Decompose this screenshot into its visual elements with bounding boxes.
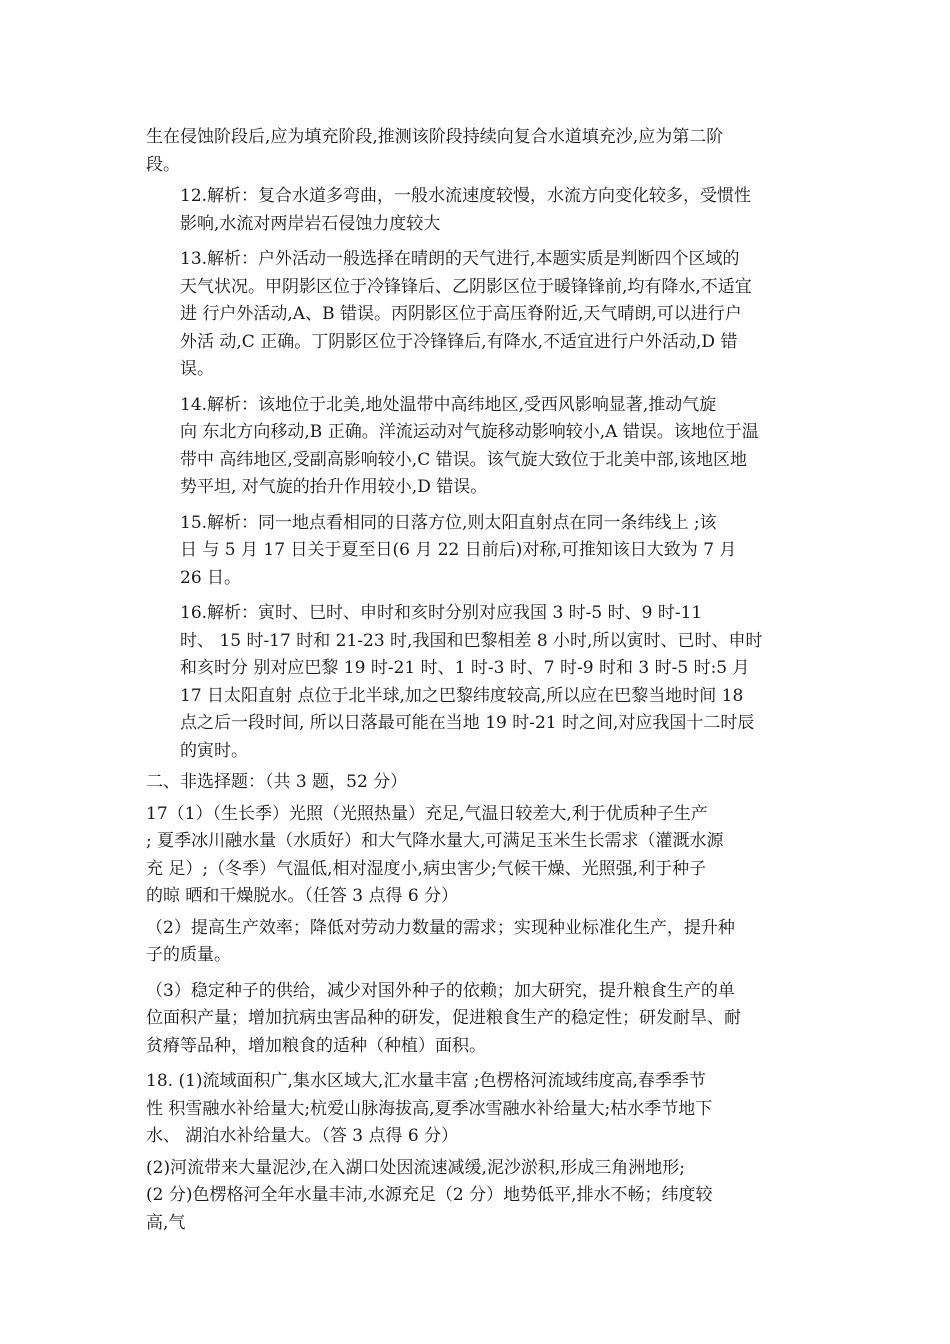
answer-18-part-1 xyxy=(146,1068,810,1151)
section-heading-non-choice xyxy=(146,769,810,797)
text-line: (2)河流带来大量泥沙,在入湖口处因流速减缓,泥沙淤积,形成三角洲地形; xyxy=(146,1157,686,1178)
text-line: 势平坦, 对气旋的抬升作用较小,D 错误。 xyxy=(180,477,488,497)
answer-18-part-2-continued xyxy=(146,1182,810,1237)
text-line: ; 夏季冰川融水量（水质好）和大气降水量大,可满足玉米生长需求（灌溉水源 xyxy=(146,831,724,851)
text-line: （3）稳定种子的供给，减少对国外种子的依赖；加大研究，提升粮食生产的单 xyxy=(146,980,735,1001)
text-line: 的寅时。 xyxy=(180,740,248,761)
text-line: 16.解析：寅时、巳时、申时和亥时分别对应我国 3 时-5 时、9 时-11 xyxy=(180,603,703,623)
text-line: 17（1）（生长季）光照（光照热量）充足,气温日较差大,利于优质种子生产 xyxy=(146,803,708,824)
answer-17-part-1 xyxy=(146,801,810,911)
text-line: 误。 xyxy=(180,359,214,379)
text-line: 位面积产量；增加抗病虫害品种的研发，促进粮食生产的稳定性；研发耐旱、耐 xyxy=(146,1008,741,1028)
text-line: 性 积雪融水补给量大;杭爱山脉海拔高,夏季冰雪融水补给量大;枯水季节地下 xyxy=(146,1098,713,1119)
text-line: 外活 动,C 正确。丁阴影区位于冷锋锋后,有降水,不适宜进行户外活动,D 错 xyxy=(180,331,738,352)
text-line: 带中 高纬地区,受副高影响较小,C 错误。该气旋大致位于北美中部,该地区地 xyxy=(180,449,748,470)
text-line: 水、 湖泊水补给量大。（答 3 点得 6 分） xyxy=(146,1126,459,1146)
text-line: 12.解析：复合水道多弯曲，一般水流速度较慢，水流方向变化较多，受惯性 xyxy=(180,186,752,206)
text-line: 进 行户外活动,A、B 错误。丙阴影区位于高压脊附近,天气晴朗,可以进行户 xyxy=(180,304,742,324)
document-body xyxy=(146,124,810,1237)
text-line: 向 东北方向移动,B 正确。洋流运动对气旋移动影响较小,A 错误。该地位于温 xyxy=(180,422,759,442)
text-line: 子的质量。 xyxy=(146,945,231,965)
text-line: 和亥时分 别对应巴黎 19 时-21 时、1 时-3 时、7 时-9 时和 3 时-5 时:5 月 xyxy=(180,658,750,678)
text-line: 18. (1)流域面积广,集水区域大,汇水量丰富 ;色楞格河流域纬度高,春季季节 xyxy=(146,1071,706,1091)
answer-15 xyxy=(146,510,810,593)
text-line: 贫瘠等品种，增加粮食的适种（种植）面积。 xyxy=(146,1035,486,1056)
answer-16 xyxy=(146,600,810,765)
text-line: 充 足）;（冬季）气温低,相对湿度小,病虫害少;气候干燥、光照强,利于种子 xyxy=(146,858,707,879)
text-line: 影响,水流对两岸岩石侵蚀力度较大 xyxy=(180,213,441,234)
answer-14 xyxy=(146,392,810,502)
text-line: 14.解析：该地位于北美,地处温带中高纬地区,受西风影响显著,推动气旋 xyxy=(180,394,717,415)
text-line: 15.解析：同一地点看相同的日落方位,则太阳直射点在同一条纬线上 ;该 xyxy=(180,512,717,533)
section-heading: 二、非选择题：（共 3 题，52 分） xyxy=(146,772,408,792)
text-line: 日 与 5 月 17 日关于夏至日(6 月 22 日前后)对称,可推知该日大致为 7 月 xyxy=(180,540,737,560)
paragraph-11-continued xyxy=(146,124,810,179)
text-line: 段。 xyxy=(146,154,180,175)
answer-17-part-2 xyxy=(146,915,810,970)
text-line: 天气状况。甲阴影区位于冷锋锋后、乙阴影区位于暖锋锋前,均有降水,不适宜 xyxy=(180,276,752,297)
text-line: 13.解析：户外活动一般选择在晴朗的天气进行,本题实质是判断四个区域的 xyxy=(180,249,740,269)
text-line: 高,气 xyxy=(146,1212,186,1233)
text-line: 点之后一段时间, 所以日落最可能在当地 19 时-21 时之间,对应我国十二时辰 xyxy=(180,713,755,733)
text-line: 的晾 晒和干燥脱水。（任答 3 点得 6 分） xyxy=(146,886,459,906)
answer-17-part-3 xyxy=(146,978,810,1061)
answer-13 xyxy=(146,246,810,384)
text-line: 26 日。 xyxy=(180,567,242,588)
text-line: (2 分)色楞格河全年水量丰沛,水源充足（2 分）地势低平,排水不畅；纬度较 xyxy=(146,1185,713,1205)
text-line: （2）提高生产效率；降低对劳动力数量的需求；实现种业标准化生产，提升种 xyxy=(146,917,735,938)
text-line: 17 日太阳直射 点位于北半球,加之巴黎纬度较高,所以应在巴黎当地时间 18 xyxy=(180,685,744,706)
text-line: 时、 15 时-17 时和 21-23 时,我国和巴黎相差 8 小时,所以寅时、已时、申时 xyxy=(180,630,763,651)
text-line: 生在侵蚀阶段后,应为填充阶段,推测该阶段持续向复合水道填充沙,应为第二阶 xyxy=(146,127,724,147)
answer-18-part-2 xyxy=(146,1155,810,1183)
answer-12 xyxy=(146,183,810,238)
